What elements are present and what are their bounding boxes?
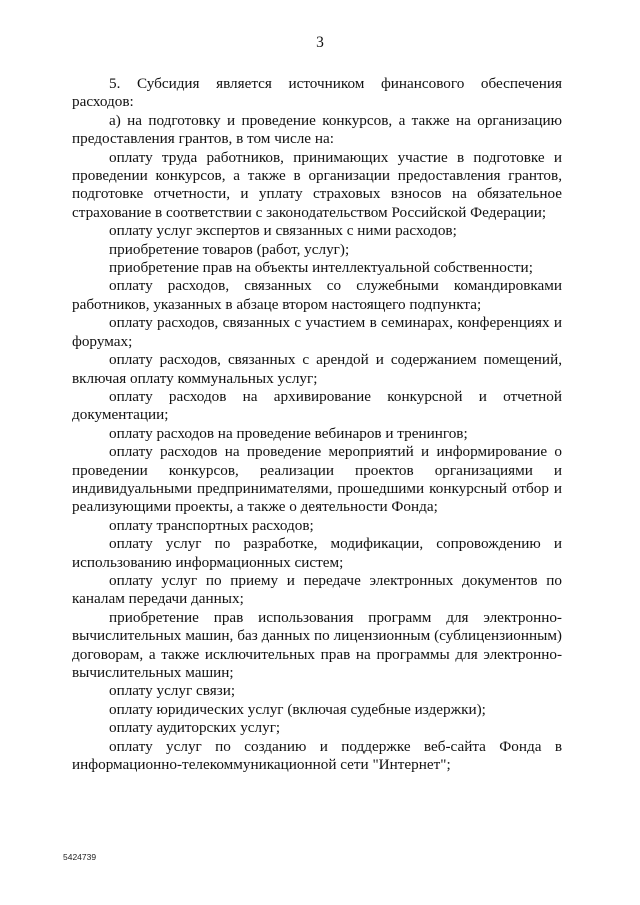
paragraph-20: оплату услуг по созданию и поддержке веб-сайта Фонда в информационно-телекоммуникационной сети "Интернет"; xyxy=(72,737,562,774)
paragraph-7: оплату расходов, связанных со служебными командировками работников, указанных в абзаце втором настоящего подпункта; xyxy=(72,277,562,313)
paragraph-4: оплату услуг экспертов и связанных с ними расходов; xyxy=(109,222,457,240)
paragraph-16: приобретение прав использования программ для электронно-вычислительных машин, баз данных по лицензионным (сублицензионным) договорам, а также исключительных прав на программы для электронно-вычислительных машин; xyxy=(72,608,562,681)
paragraph-3: оплату труда работников, принимающих участие в подготовке и проведении конкурсов, а также в организации предоставления грантов, подготовке отчетности, и уплату страховых взносов на обязательное страхование в соответствии с законодательством Российской Федерации; xyxy=(72,148,562,221)
paragraph-6: приобретение прав на объекты интеллектуальной собственности; xyxy=(109,259,533,277)
paragraph-5: приобретение товаров (работ, услуг); xyxy=(109,240,350,258)
page-number: 3 xyxy=(316,34,324,51)
paragraph-17: оплату услуг связи; xyxy=(109,682,236,700)
paragraph-15: оплату услуг по приему и передаче электронных документов по каналам передачи данных; xyxy=(72,571,562,608)
paragraph-19: оплату аудиторских услуг; xyxy=(109,719,281,737)
paragraph-13: оплату транспортных расходов; xyxy=(109,516,314,534)
paragraph-14: оплату услуг по разработке, модификации, сопровождению и использованию информационных систем; xyxy=(72,535,562,571)
paragraph-10: оплату расходов на архивирование конкурсной и отчетной документации; xyxy=(72,387,562,424)
paragraph-9: оплату расходов, связанных с арендой и содержанием помещений, включая оплату коммунальных услуг; xyxy=(72,351,562,387)
paragraph-18: оплату юридических услуг (включая судебные издержки); xyxy=(109,700,486,718)
paragraph-11: оплату расходов на проведение вебинаров и тренингов; xyxy=(109,424,468,442)
document-id: 5424739 xyxy=(63,852,97,862)
paragraph-2: а) на подготовку и проведение конкурсов, а также на организацию предоставления грантов, в том числе на: xyxy=(72,111,562,148)
paragraph-8: оплату расходов, связанных с участием в семинарах, конференциях и форумах; xyxy=(72,314,562,350)
paragraph-12: оплату расходов на проведение мероприятий и информирование о проведении конкурсов, реализации проектов организациями и индивидуальными предпринимателями, прошедшими конкурсный отбор и реализующими проекты, а также о деятельности Фонда; xyxy=(72,443,562,516)
document-body xyxy=(72,75,562,774)
paragraph-1: 5. Субсидия является источником финансового обеспечения расходов: xyxy=(72,75,562,111)
